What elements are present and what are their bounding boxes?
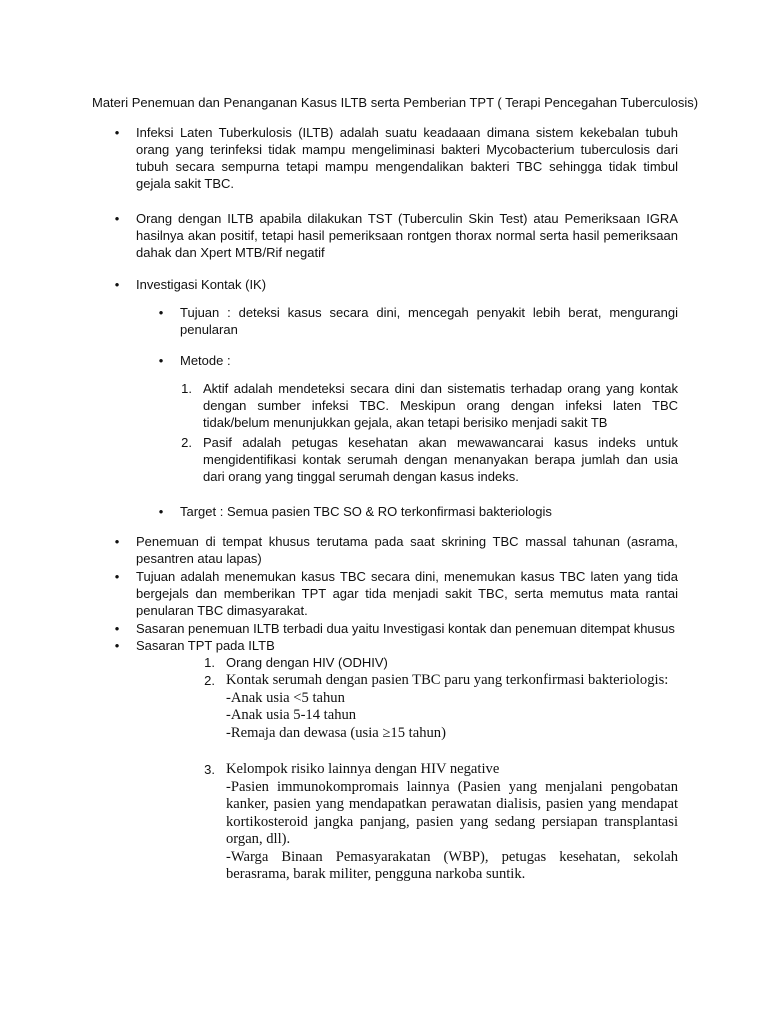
bullet-glyph: •: [114, 569, 120, 584]
target-line: -Anak usia <5 tahun: [226, 689, 345, 706]
paragraph-sasaran-penemuan: Sasaran penemuan ILTB terbadi dua yaitu Investigasi kontak dan penemuan ditempat khusus: [136, 621, 675, 636]
paragraph-iltb-test: Orang dengan ILTB apabila dilakukan TST (Tuberculin Skin Test) atau Pemeriksaan IGRA hasilnya akan positif, tetapi hasil pemeriksaan rontgen thorax normal serta hasil pemeriksaan dahak dan Xpert MTB/Rif negatif: [136, 211, 678, 260]
ik-metode-label: Metode :: [180, 353, 231, 368]
ik-tujuan: Tujuan : deteksi kasus secara dini, mencegah penyakit lebih berat, mengurangi penularan: [180, 305, 678, 337]
target-line: -Anak usia 5-14 tahun: [226, 707, 357, 723]
bullet-glyph: •: [114, 621, 120, 636]
target-line: -Pasien immunokompromais lainnya (Pasien yang menjalani pengobatan kanker, pasien yang mendapatkan perawatan dialisis, pasien yang mendapat kortikosteroid jangka panjang, pasien yang sedang persiapan transplantasi organ, dll).: [226, 778, 678, 847]
list-number: 1.: [204, 655, 215, 670]
bullet-glyph: •: [114, 277, 120, 292]
paragraph-penemuan-khusus: Penemuan di tempat khusus terutama pada saat skrining TBC massal tahunan (asrama, pesantren atau lapas): [136, 534, 678, 566]
target-line: -Warga Binaan Pemasyarakatan (WBP), petugas kesehatan, sekolah berasrama, barak militer, pengguna narkoba suntik.: [226, 848, 678, 882]
paragraph-sasaran-tpt: Sasaran TPT pada ILTB: [136, 638, 275, 653]
target-item-1: [226, 654, 678, 671]
method-aktif: Aktif adalah mendeteksi secara dini dan sistematis terhadap orang yang kontak dengan sumber infeksi TBC. Meskipun orang dengan infeksi laten TBC tidak/belum menunjukkan gejala, akan tetapi berisiko menjadi sakit TB: [203, 381, 678, 430]
target-line: Kontak serumah dengan pasien TBC paru yang terkonfirmasi bakteriologis:: [226, 672, 669, 688]
list-number: 3.: [204, 762, 215, 777]
paragraph-iltb-definition: Infeksi Laten Tuberkulosis (ILTB) adalah suatu keadaaan dimana sistem kekebalan tubuh orang yang terinfeksi tidak mampu mengeliminasi bakteri Mycobacterium tuberculosis dari tubuh secara sempurna tetapi mampu mengendalikan bakteri TBC sehingga tidak timbul gejala sakit TBC.: [136, 125, 678, 191]
target-item-3: [226, 761, 678, 884]
list-number: 2.: [181, 435, 192, 450]
bullet-glyph: •: [114, 125, 120, 140]
method-pasif: Pasif adalah petugas kesehatan akan mewawancarai kasus indeks untuk mengidentifikasi kontak serumah dengan menanyakan berapa jumlah dan usia dari orang yang tinggal serumah dengan kasus indeks.: [203, 435, 678, 484]
list-number: 2.: [204, 673, 215, 688]
target-line: Orang dengan HIV (ODHIV): [226, 655, 388, 670]
document-title: Materi Penemuan dan Penanganan Kasus ILTB serta Pemberian TPT ( Terapi Pencegahan Tuberculosis): [92, 95, 699, 110]
bullet-glyph: •: [114, 534, 120, 549]
bullet-glyph: •: [158, 504, 164, 519]
ik-target: Target : Semua pasien TBC SO & RO terkonfirmasi bakteriologis: [180, 504, 552, 519]
list-number: 1.: [181, 381, 192, 396]
target-line: -Remaja dan dewasa (usia ≥15 tahun): [226, 724, 446, 741]
bullet-glyph: •: [114, 211, 120, 226]
target-item-2: [226, 672, 678, 742]
bullet-glyph: •: [158, 353, 164, 368]
target-line: Kelompok risiko lainnya dengan HIV negative: [226, 761, 500, 777]
bullet-glyph: •: [158, 305, 164, 320]
section-heading-ik: Investigasi Kontak (IK): [136, 277, 267, 292]
bullet-glyph: •: [114, 638, 120, 653]
paragraph-tujuan: Tujuan adalah menemukan kasus TBC secara dini, menemukan kasus TBC laten yang tida bergejals dan memberikan TPT agar tida menjadi sakit TBC, serta memutus mata rantai penularan TBC dimasyarakat.: [136, 569, 678, 618]
